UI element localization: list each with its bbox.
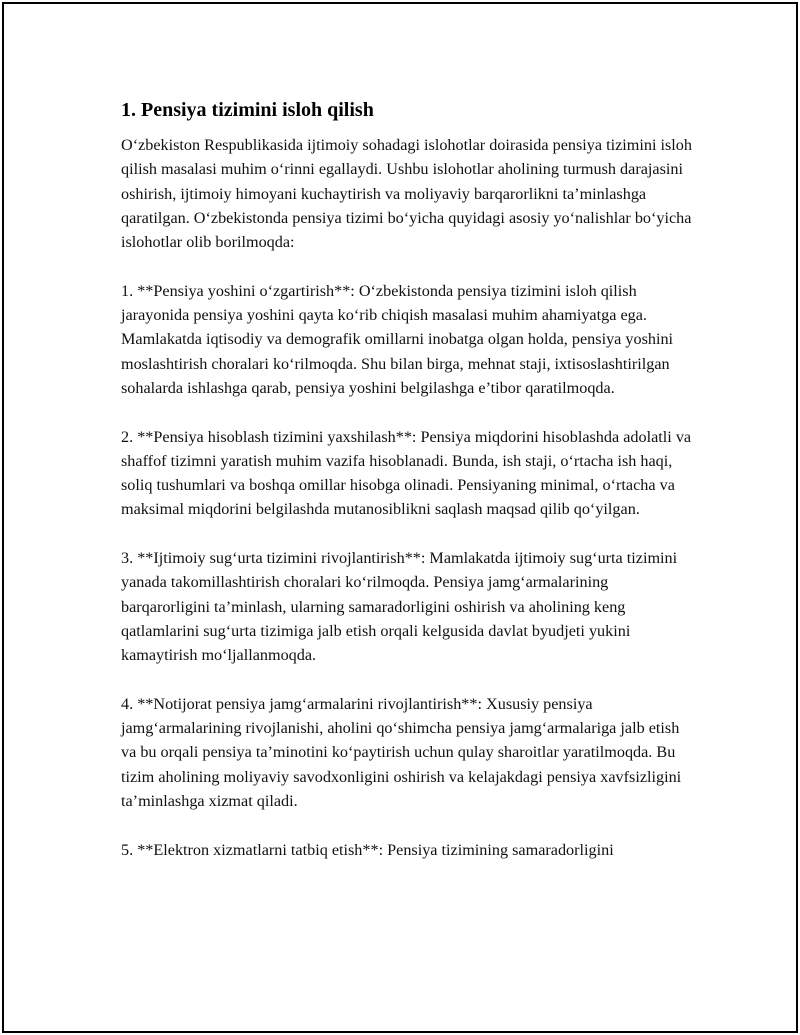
paragraph-pension-age: 1. **Pensiya yoshini o‘zgartirish**: O‘zbekistonda pensiya tizimini isloh qilish jarayonida pensiya yoshini qayta ko‘rib chiqish masalasi muhim ahamiyatga ega. Mamlakatda iqtisodiy va demografik omillarni inobatga olgan holda, pensiya yoshini moslashtirish choralari ko‘rilmoqda. Shu bilan birga, mehnat staji, ixtisoslashtirilgan sohalarda ishlashga qarab, pensiya yoshini belgilashga e’tibor qaratilmoqda. (121, 281, 674, 397)
paragraph-electronic-services: 5. **Elektron xizmatlarni tatbiq etish**: Pensiya tizimining samaradorligini (121, 840, 614, 859)
paragraph-nonprofit-funds: 4. **Notijorat pensiya jamg‘armalarini rivojlantirish**: Xususiy pensiya jamg‘armalarining rivojlanishi, aholini qo‘shimcha pensiya jamg‘armalariga jalb etish va bu orqali pensiya ta’minotini ko‘paytirish uchun qulay sharoitlar yaratilmoqda. Bu tizim aholining moliyaviy savodxonligini oshirish va kelajakdagi pensiya xavfsizligini ta’minlashga xizmat qiladi. (121, 694, 682, 811)
section-heading: 1. Pensiya tizimini isloh qilish (121, 99, 374, 121)
paragraph-pension-calculation: 2. **Pensiya hisoblash tizimini yaxshilash**: Pensiya miqdorini hisoblashda adolatli va shaffof tizimni yaratish muhim vazifa hisoblanadi. Bunda, ish staji, o‘rtacha ish haqi, soliq tushumlari va boshqa omillar hisobga olinadi. Pensiyaning minimal, o‘rtacha va maksimal miqdorini belgilashda mutanosiblikni saqlash maqsad qilib qo‘yilgan. (121, 427, 692, 519)
paragraph-social-insurance: 3. **Ijtimoiy sug‘urta tizimini rivojlantirish**: Mamlakatda ijtimoiy sug‘urta tizimini yanada takomillashtirish choralari ko‘rilmoqda. Pensiya jamg‘armalarining barqarorligini ta’minlash, ularning samaradorligini oshirish va aholining keng qatlamlarini sug‘urta tizimiga jalb etish orqali kelgusida davlat byudjeti yukini kamaytirish mo‘ljallanmoqda. (121, 549, 678, 665)
page-frame (2, 2, 798, 1033)
document-body (121, 96, 696, 862)
intro-paragraph: O‘zbekiston Respublikasida ijtimoiy sohadagi islohotlar doirasida pensiya tizimini isloh qilish masalasi muhim o‘rinni egallaydi. Ushbu islohotlar aholining turmush darajasini oshirish, ijtimoiy himoyani kuchaytirish va moliyaviy barqarorlikni ta’minlashga qaratilgan. O‘zbekistonda pensiya tizimi bo‘yicha quyidagi asosiy yo‘nalishlar bo‘yicha islohotlar olib borilmoqda: (121, 136, 692, 252)
